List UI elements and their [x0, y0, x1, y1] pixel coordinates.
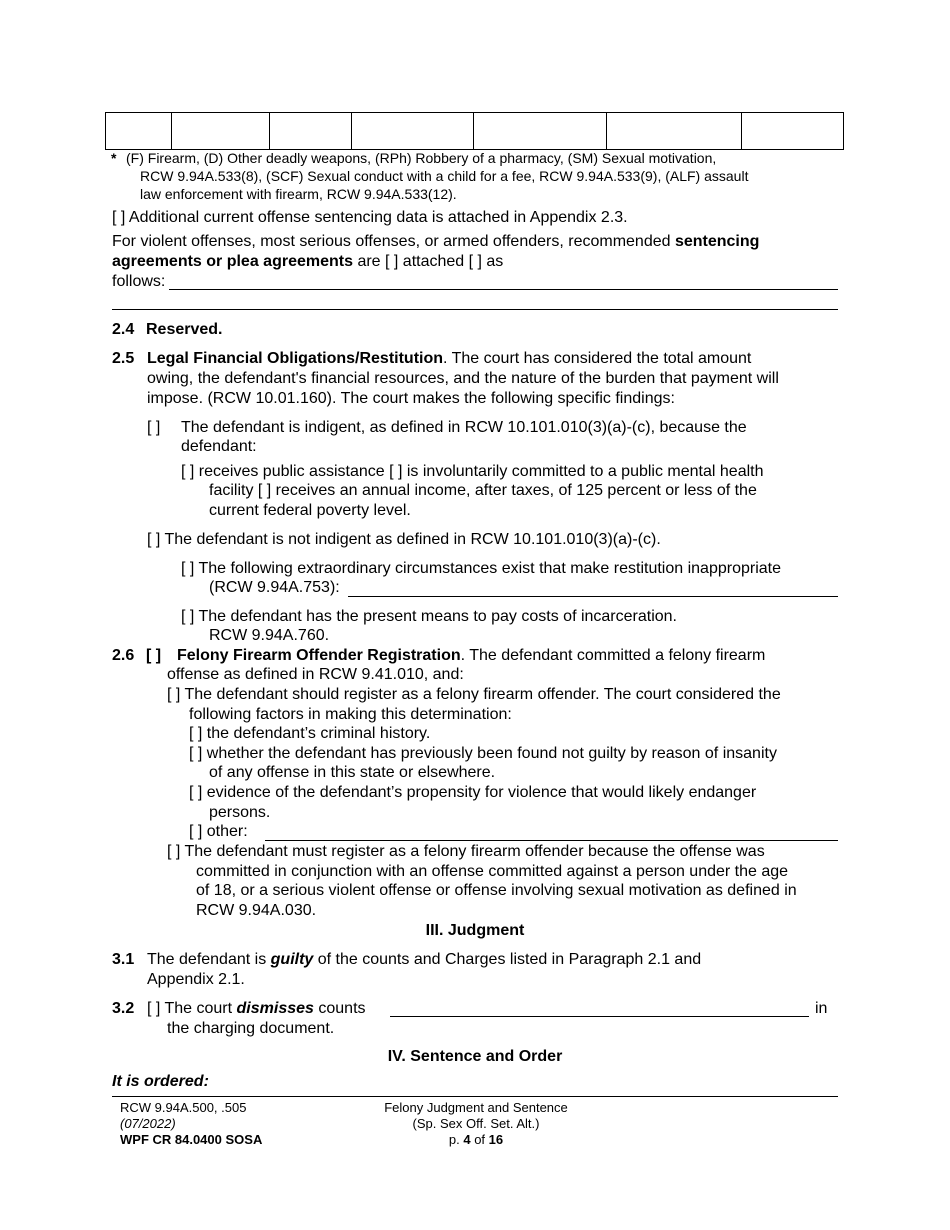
- sentence-heading: IV. Sentence and Order: [387, 1048, 563, 1065]
- table-row: [106, 113, 844, 150]
- must-register-checkbox-line[interactable]: [ ] The defendant must register as a felony firearm offender because the offense was: [167, 843, 765, 860]
- footer-form-number: WPF CR 84.0400 SOSA: [120, 1132, 263, 1147]
- must-register-text: committed in conjunction with an offense committed against a person under the age: [196, 863, 789, 880]
- it-is-ordered: It is ordered:: [112, 1073, 209, 1090]
- follows-label: follows:: [112, 273, 166, 290]
- section-text: in: [815, 1000, 828, 1017]
- table-cell: [172, 113, 270, 150]
- judgment-heading: III. Judgment: [425, 922, 525, 939]
- section-2-5-number: 2.5: [112, 350, 135, 367]
- section-text: . The defendant committed a felony firearm: [460, 647, 766, 664]
- assistance-text: current federal poverty level.: [209, 502, 411, 519]
- indigent-text: defendant:: [181, 438, 257, 455]
- section-2-4-number: 2.4: [112, 321, 135, 338]
- table-cell: [352, 113, 474, 150]
- section-2-4-title: Reserved.: [146, 321, 223, 338]
- violent-text[interactable]: are [ ] attached [ ] as: [353, 253, 504, 270]
- table-cell: [474, 113, 607, 150]
- violent-text: For violent offenses, most serious offenses, or armed offenders, recommended: [112, 233, 675, 250]
- factor-checkbox-line[interactable]: [ ] evidence of the defendant’s propensity for violence that would likely endanger: [189, 784, 757, 801]
- page-total: 16: [488, 1132, 504, 1147]
- section-text: Appendix 2.1.: [147, 971, 245, 988]
- factor-other-checkbox[interactable]: [ ] other:: [189, 823, 248, 840]
- table-cell: [742, 113, 844, 150]
- page-number: 4: [463, 1132, 471, 1147]
- should-register-text: following factors in making this determination:: [189, 706, 512, 723]
- section-2-6-checkbox[interactable]: [ ]: [146, 647, 162, 664]
- factor-checkbox-line[interactable]: [ ] whether the defendant has previously been found not guilty by reason of insanity: [189, 745, 777, 762]
- footer-date: (07/2022): [120, 1116, 176, 1131]
- table-cell: [607, 113, 742, 150]
- indigent-checkbox[interactable]: [ ]: [147, 419, 161, 436]
- additional-data-checkbox-line[interactable]: [ ] Additional current offense sentencing data is attached in Appendix 2.3.: [112, 209, 628, 226]
- factor-text: of any offense in this state or elsewhere.: [209, 764, 496, 781]
- dismiss-checkbox[interactable]: [ ] The court: [147, 1000, 237, 1017]
- not-indigent-checkbox-line[interactable]: [ ] The defendant is not indigent as defined in RCW 10.101.010(3)(a)-(c).: [147, 531, 661, 548]
- footer-title: Felony Judgment and Sentence: [384, 1100, 568, 1115]
- section-3-1-line-1: [147, 950, 701, 969]
- footer-page: [326, 1132, 626, 1148]
- section-2-6-line-1: [177, 646, 765, 665]
- violent-bold: sentencing: [674, 233, 760, 250]
- table-cell: [270, 113, 352, 150]
- extraordinary-blank-line[interactable]: [348, 596, 838, 597]
- violent-bold: agreements or plea agreements: [112, 253, 353, 270]
- page-of: of: [470, 1132, 489, 1147]
- violent-line-2: [112, 252, 503, 271]
- section-2-6-number: 2.6: [112, 647, 135, 664]
- means-text: RCW 9.94A.760.: [209, 627, 330, 644]
- section-text: . The court has considered the total amount: [443, 350, 752, 367]
- section-2-6-title: Felony Firearm Offender Registration: [177, 647, 461, 664]
- guilty-emphasis: guilty: [270, 951, 314, 968]
- other-blank-line[interactable]: [265, 840, 838, 841]
- dismissed-counts-blank-line[interactable]: [390, 1016, 809, 1017]
- footer-subtitle: (Sp. Sex Off. Set. Alt.): [412, 1116, 540, 1131]
- follows-blank-line[interactable]: [169, 289, 838, 290]
- section-3-2-number: 3.2: [112, 1000, 135, 1017]
- dismisses-emphasis: dismisses: [236, 1000, 314, 1017]
- section-text: owing, the defendant's financial resources, and the nature of the burden that payment will: [147, 370, 779, 387]
- section-2-5-title: Legal Financial Obligations/Restitution: [147, 350, 444, 367]
- section-text: The defendant is: [147, 951, 271, 968]
- violent-line-1: [112, 232, 759, 251]
- footnote-star: *: [111, 150, 117, 166]
- footer-divider: [112, 1096, 838, 1097]
- assistance-options[interactable]: facility [ ] receives an annual income, after taxes, of 125 percent or less of the: [209, 482, 757, 499]
- section-3-1-number: 3.1: [112, 951, 135, 968]
- section-text: counts: [313, 1000, 366, 1017]
- extraordinary-checkbox-line[interactable]: [ ] The following extraordinary circumstances exist that make restitution inappropriate: [181, 560, 781, 577]
- extraordinary-text: (RCW 9.94A.753):: [209, 579, 340, 596]
- footer-rcw: RCW 9.94A.500, .505: [120, 1100, 247, 1115]
- footnote-line: RCW 9.94A.533(8), (SCF) Sexual conduct with a child for a fee, RCW 9.94A.533(9), (ALF) assault: [140, 168, 749, 184]
- footnote-line: law enforcement with firearm, RCW 9.94A.533(12).: [140, 186, 457, 202]
- section-text: impose. (RCW 10.01.160). The court makes the following specific findings:: [147, 390, 675, 407]
- factor-checkbox-line[interactable]: [ ] the defendant’s criminal history.: [189, 725, 431, 742]
- section-2-5-line-1: [147, 349, 751, 368]
- section-text: the charging document.: [167, 1020, 335, 1037]
- must-register-text: RCW 9.94A.030.: [196, 902, 317, 919]
- assistance-options[interactable]: [ ] receives public assistance [ ] is involuntarily committed to a public mental health: [181, 463, 764, 480]
- page-prefix: p.: [448, 1132, 464, 1147]
- should-register-checkbox-line[interactable]: [ ] The defendant should register as a felony firearm offender. The court considered the: [167, 686, 781, 703]
- section-text: offense as defined in RCW 9.41.010, and:: [167, 666, 464, 683]
- factor-text: persons.: [209, 804, 271, 821]
- footnote-line: (F) Firearm, (D) Other deadly weapons, (RPh) Robbery of a pharmacy, (SM) Sexual motivation,: [126, 150, 717, 166]
- offense-table: [105, 112, 844, 150]
- section-3-2-line-1[interactable]: [147, 999, 366, 1018]
- means-checkbox-line[interactable]: [ ] The defendant has the present means to pay costs of incarceration.: [181, 608, 677, 625]
- must-register-text: of 18, or a serious violent offense or offense involving sexual motivation as defined in: [196, 882, 797, 899]
- divider: [112, 309, 838, 310]
- section-text: of the counts and Charges listed in Paragraph 2.1 and: [313, 951, 702, 968]
- table-cell: [106, 113, 172, 150]
- indigent-text: The defendant is indigent, as defined in RCW 10.101.010(3)(a)-(c), because the: [181, 419, 747, 436]
